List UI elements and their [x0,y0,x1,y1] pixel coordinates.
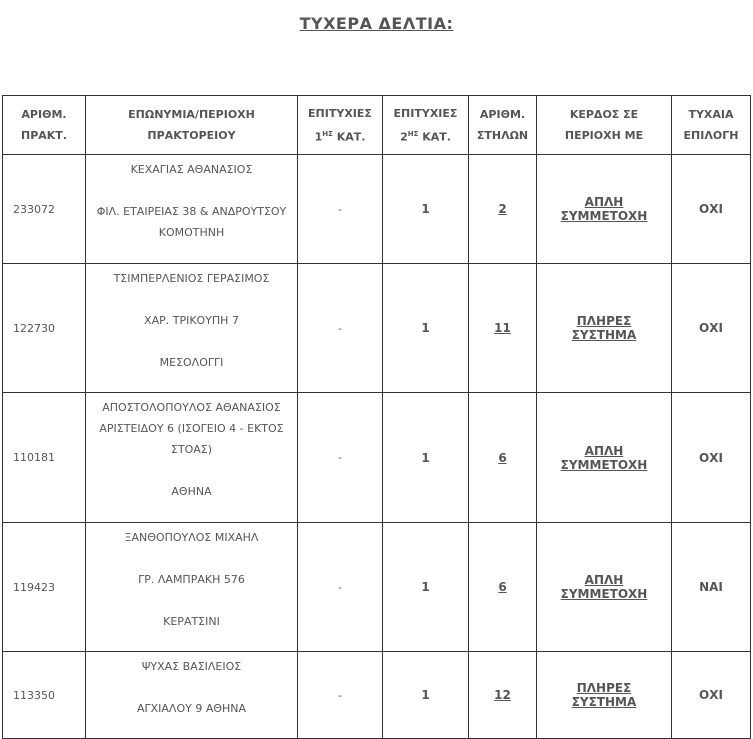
random-selection: ΟΧΙ [672,155,751,264]
wins-2nd: 1 [383,652,469,739]
header-code: ΑΡΙΘΜ. ΠΡΑΚΤ. [3,96,86,155]
agency-address: ΑΓΧΙΑΛΟΥ 9 ΑΘΗΝΑ [136,702,247,715]
agency-address: ΑΡΙΣΤΕΙΔΟΥ 6 (ΙΣΟΓΕΙΟ 4 - ΕΚΤΟΣ [99,422,284,435]
agency-name: ΨΥΧΑΣ ΒΑΣΙΛΕΙΟΣ [141,660,242,673]
columns-link[interactable]: 11 [469,264,537,393]
agency-code: 113350 [3,652,86,739]
agency-city: ΑΘΗΝΑ [171,485,212,498]
table-row [3,523,751,652]
wins-2nd: 1 [383,523,469,652]
agency-info [86,523,298,652]
table-row [3,393,751,523]
gain-link[interactable]: ΠΛΗΡΕΣ ΣΥΣΤΗΜΑ [537,264,672,393]
table-row [3,652,751,739]
agency-address: ΓΡ. ΛΑΜΠΡΑΚΗ 576 [138,573,245,586]
agency-name: ΞΑΝΘΟΠΟΥΛΟΣ ΜΙΧΑΗΛ [124,531,259,544]
agency-city: ΚΕΡΑΤΣΙΝΙ [163,615,220,628]
gain-link[interactable]: ΑΠΛΗ ΣΥΜΜΕΤΟΧΗ [537,393,672,523]
wins-1st: - [298,652,383,739]
gain-link[interactable]: ΑΠΛΗ ΣΥΜΜΕΤΟΧΗ [537,155,672,264]
random-selection: ΟΧΙ [672,652,751,739]
wins-1st: - [298,393,383,523]
agency-info [86,264,298,393]
wins-1st: - [298,523,383,652]
agency-info [86,155,298,264]
random-selection: ΟΧΙ [672,264,751,393]
agency-code: 119423 [3,523,86,652]
lucky-tickets-table [2,95,751,739]
agency-address: ΧΑΡ. ΤΡΙΚΟΥΠΗ 7 [144,314,239,327]
agency-code: 110181 [3,393,86,523]
agency-city: ΚΟΜΟΤΗΝΗ [158,226,225,239]
agency-name: ΤΣΙΜΠΕΡΛΕΝΙΟΣ ΓΕΡΑΣΙΜΟΣ [113,272,270,285]
columns-link[interactable]: 2 [469,155,537,264]
agency-name: ΚΕΧΑΓΙΑΣ ΑΘΑΝΑΣΙΟΣ [130,163,253,176]
random-selection: ΝΑΙ [672,523,751,652]
agency-code: 233072 [3,155,86,264]
header-columns: ΑΡΙΘΜ. ΣΤΗΛΩΝ [469,96,537,155]
header-name: ΕΠΩΝΥΜΙΑ/ΠΕΡΙΟΧΗ ΠΡΑΚΤΟΡΕΙΟΥ [86,96,298,155]
agency-address: ΦΙΛ. ΕΤΑΙΡΕΙΑΣ 38 & ΑΝΔΡΟΥΤΣΟΥ [96,205,287,218]
page-title: ΤΥΧΕΡΑ ΔΕΛΤΙΑ: [299,14,454,33]
wins-2nd: 1 [383,155,469,264]
agency-info [86,393,298,523]
wins-2nd: 1 [383,393,469,523]
header-random: ΤΥΧΑΙΑ ΕΠΙΛΟΓΗ [672,96,751,155]
wins-1st: - [298,155,383,264]
gain-link[interactable]: ΑΠΛΗ ΣΥΜΜΕΤΟΧΗ [537,523,672,652]
wins-1st: - [298,264,383,393]
agency-city: ΜΕΣΟΛΟΓΓΙ [159,356,224,369]
columns-link[interactable]: 6 [469,523,537,652]
gain-link[interactable]: ΠΛΗΡΕΣ ΣΥΣΤΗΜΑ [537,652,672,739]
header-wins-1st: ΕΠΙΤΥΧΙΕΣ $1^{H\Sigma}$ ΚΑΤ. [298,96,383,155]
columns-link[interactable]: 6 [469,393,537,523]
random-selection: ΟΧΙ [672,393,751,523]
agency-name: ΑΠΟΣΤΟΛΟΠΟΥΛΟΣ ΑΘΑΝΑΣΙΟΣ [102,401,281,414]
agency-info [86,652,298,739]
header-row [3,96,751,155]
agency-address-cont: ΣΤΟΑΣ) [170,443,213,456]
columns-link[interactable]: 12 [469,652,537,739]
header-gain: ΚΕΡΔΟΣ ΣΕ ΠΕΡΙΟΧΗ ΜΕ [537,96,672,155]
header-wins-2nd: ΕΠΙΤΥΧΙΕΣ $2^{H\Sigma}$ ΚΑΤ. [383,96,469,155]
table-row [3,155,751,264]
wins-2nd: 1 [383,264,469,393]
agency-code: 122730 [3,264,86,393]
table-row [3,264,751,393]
